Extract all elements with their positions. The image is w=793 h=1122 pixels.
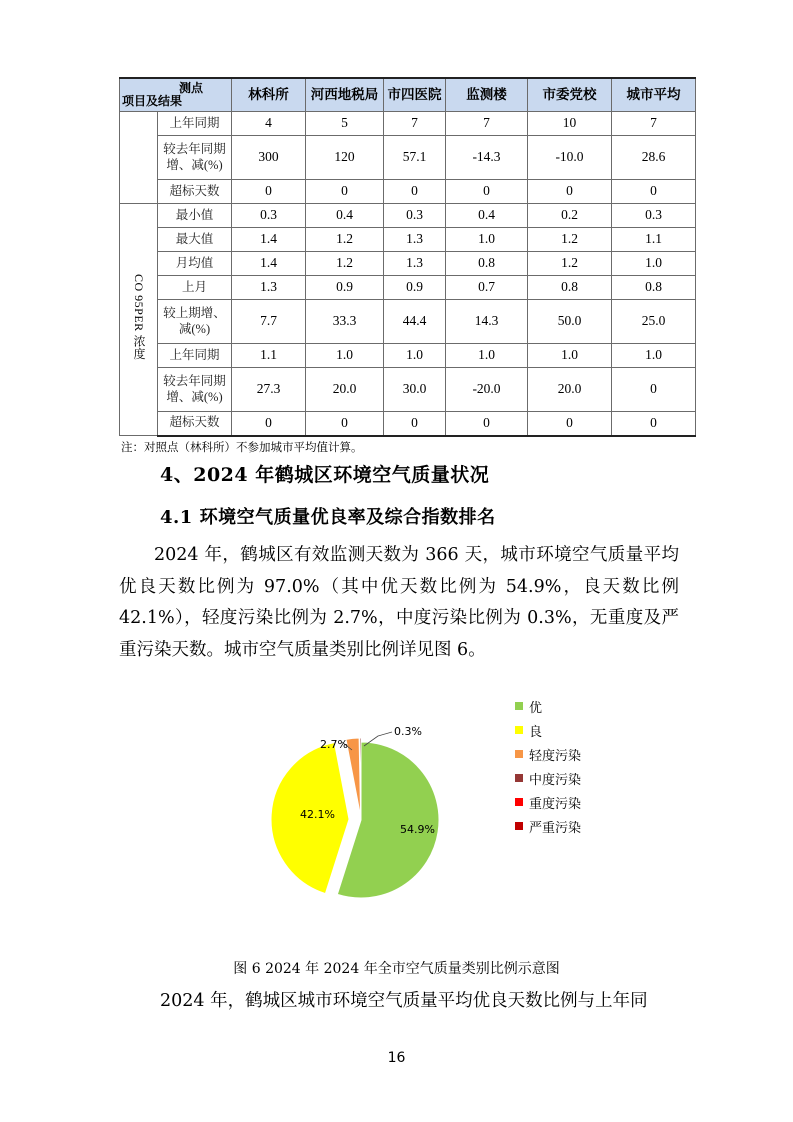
table-cell: 20.0 xyxy=(306,368,384,412)
pie-slice-2 xyxy=(346,738,361,816)
table-cell: 28.6 xyxy=(612,136,696,180)
table-cell: 0 xyxy=(528,412,612,436)
row-label: 超标天数 xyxy=(158,180,232,204)
table-cell: 0 xyxy=(306,412,384,436)
table-cell: 0 xyxy=(612,412,696,436)
legend-label: 严重污染 xyxy=(529,820,582,836)
table-cell: 0 xyxy=(612,368,696,412)
table-cell: 120 xyxy=(306,136,384,180)
table-cell: 44.4 xyxy=(384,300,446,344)
table-cell: 0.4 xyxy=(446,204,528,228)
table-cell: 0.3 xyxy=(384,204,446,228)
table-cell: 7.7 xyxy=(232,300,306,344)
table-cell: 1.4 xyxy=(232,252,306,276)
legend-swatch xyxy=(515,750,523,758)
group1-label-cell xyxy=(120,112,158,204)
table-cell: 0 xyxy=(528,180,612,204)
legend-label: 良 xyxy=(529,724,543,740)
row-label: 最大值 xyxy=(158,228,232,252)
table-cell: 0.4 xyxy=(306,204,384,228)
header-diag-top: 测点 xyxy=(178,81,203,95)
pie-data-label-2: 2.7% xyxy=(320,738,348,751)
table-row xyxy=(120,204,696,228)
table-cell: 0.8 xyxy=(446,252,528,276)
table-cell: 1.0 xyxy=(612,344,696,368)
table-cell: -14.3 xyxy=(446,136,528,180)
table-cell: 1.4 xyxy=(232,228,306,252)
pie-data-label-1: 42.1% xyxy=(300,808,335,821)
row-label: 较上期增、减(%) xyxy=(158,300,232,344)
data-table-region xyxy=(119,77,695,455)
legend-label: 轻度污染 xyxy=(529,748,582,764)
table-cell: 7 xyxy=(384,112,446,136)
co-data-table xyxy=(119,77,696,437)
legend-swatch xyxy=(515,726,523,734)
table-row xyxy=(120,412,696,436)
table-cell: 7 xyxy=(612,112,696,136)
table-cell: 0 xyxy=(384,412,446,436)
table-cell: 1.0 xyxy=(446,228,528,252)
row-label: 上月 xyxy=(158,276,232,300)
table-row xyxy=(120,228,696,252)
legend-swatch xyxy=(515,798,523,806)
table-cell: 1.0 xyxy=(306,344,384,368)
group2-label: CO 95PER 浓度 xyxy=(132,274,146,361)
table-cell: 0.8 xyxy=(612,276,696,300)
table-header-row xyxy=(120,78,696,112)
table-cell: 14.3 xyxy=(446,300,528,344)
legend-item xyxy=(515,694,581,718)
page-number: 16 xyxy=(387,1050,406,1066)
header-diag-bottom: 项目及结果 xyxy=(122,94,183,108)
table-cell: 0.3 xyxy=(612,204,696,228)
table-cell: 57.1 xyxy=(384,136,446,180)
body-paragraph-2: 2024 年，鹤城区城市环境空气质量平均优良天数比例与上年同 xyxy=(160,991,648,1011)
legend-item xyxy=(515,718,581,742)
legend-swatch xyxy=(515,822,523,830)
table-cell: 4 xyxy=(232,112,306,136)
row-label: 上年同期 xyxy=(158,112,232,136)
legend-label: 中度污染 xyxy=(529,772,582,788)
table-row xyxy=(120,112,696,136)
group2-label-cell xyxy=(120,204,158,436)
table-row xyxy=(120,344,696,368)
row-label: 月均值 xyxy=(158,252,232,276)
column-header: 城市平均 xyxy=(612,78,696,112)
table-cell: 0 xyxy=(612,180,696,204)
table-cell: 0.7 xyxy=(446,276,528,300)
table-cell: 1.3 xyxy=(384,228,446,252)
table-cell: 1.0 xyxy=(612,252,696,276)
row-label: 上年同期 xyxy=(158,344,232,368)
table-row xyxy=(120,136,696,180)
row-label: 超标天数 xyxy=(158,412,232,436)
table-cell: 27.3 xyxy=(232,368,306,412)
header-diagonal-cell xyxy=(120,78,232,112)
table-cell: 1.0 xyxy=(446,344,528,368)
table-cell: 1.1 xyxy=(612,228,696,252)
table-cell: 30.0 xyxy=(384,368,446,412)
section-heading: 4、2024 年鹤城区环境空气质量状况 xyxy=(160,464,490,486)
row-label: 较去年同期增、减(%) xyxy=(158,136,232,180)
table-cell: -20.0 xyxy=(446,368,528,412)
subsection-heading: 4.1 环境空气质量优良率及综合指数排名 xyxy=(160,507,496,528)
table-cell: 50.0 xyxy=(528,300,612,344)
chart-legend xyxy=(515,694,581,838)
legend-item xyxy=(515,766,581,790)
legend-item xyxy=(515,790,581,814)
table-note: 注：对照点（林科所）不参加城市平均值计算。 xyxy=(121,439,363,454)
table-row xyxy=(120,300,696,344)
legend-item xyxy=(515,814,581,838)
table-cell: 0 xyxy=(446,412,528,436)
table-cell: 1.0 xyxy=(528,344,612,368)
table-cell: 0.3 xyxy=(232,204,306,228)
table-cell: 20.0 xyxy=(528,368,612,412)
legend-swatch xyxy=(515,774,523,782)
row-label: 最小值 xyxy=(158,204,232,228)
column-header: 河西地税局 xyxy=(306,78,384,112)
table-cell: 1.2 xyxy=(306,228,384,252)
row-label: 较去年同期增、减(%) xyxy=(158,368,232,412)
column-header: 监测楼 xyxy=(446,78,528,112)
legend-label: 重度污染 xyxy=(529,796,582,812)
table-cell: 1.0 xyxy=(384,344,446,368)
pie-data-label-0: 54.9% xyxy=(400,823,435,836)
table-cell: 1.3 xyxy=(384,252,446,276)
table-cell: 1.2 xyxy=(306,252,384,276)
body-paragraph: 2024 年，鹤城区有效监测天数为 366 天，城市环境空气质量平均优良天数比例为 97.0%（其中优天数比例为 54.9%，良天数比例 42.1%），轻度污染比例为 2.7%，中度污染比例为 0.3%，无重度及严重污染天数。城市空气质量类别比例详见图 6。 xyxy=(119,545,679,660)
table-cell: 25.0 xyxy=(612,300,696,344)
table-cell: 0.8 xyxy=(528,276,612,300)
table-cell: 0 xyxy=(384,180,446,204)
table-cell: 0 xyxy=(306,180,384,204)
table-cell: 0.9 xyxy=(306,276,384,300)
legend-swatch xyxy=(515,702,523,710)
table-cell: 1.2 xyxy=(528,252,612,276)
table-cell: 0 xyxy=(232,412,306,436)
column-header: 林科所 xyxy=(232,78,306,112)
table-row xyxy=(120,368,696,412)
column-header: 市委党校 xyxy=(528,78,612,112)
figure-caption: 图 6 2024 年 2024 年全市空气质量类别比例示意图 xyxy=(233,961,560,977)
table-cell: 300 xyxy=(232,136,306,180)
table-cell: 1.3 xyxy=(232,276,306,300)
table-cell: 1.1 xyxy=(232,344,306,368)
pie-data-label-3: 0.3% xyxy=(394,725,422,738)
table-cell: 1.2 xyxy=(528,228,612,252)
legend-item xyxy=(515,742,581,766)
legend-label: 优 xyxy=(529,700,543,716)
table-cell: -10.0 xyxy=(528,136,612,180)
table-cell: 7 xyxy=(446,112,528,136)
table-row xyxy=(120,180,696,204)
table-cell: 0 xyxy=(446,180,528,204)
table-cell: 10 xyxy=(528,112,612,136)
table-cell: 0.9 xyxy=(384,276,446,300)
table-row xyxy=(120,276,696,300)
table-cell: 5 xyxy=(306,112,384,136)
table-cell: 0 xyxy=(232,180,306,204)
column-header: 市四医院 xyxy=(384,78,446,112)
table-cell: 0.2 xyxy=(528,204,612,228)
table-cell: 33.3 xyxy=(306,300,384,344)
table-row xyxy=(120,252,696,276)
